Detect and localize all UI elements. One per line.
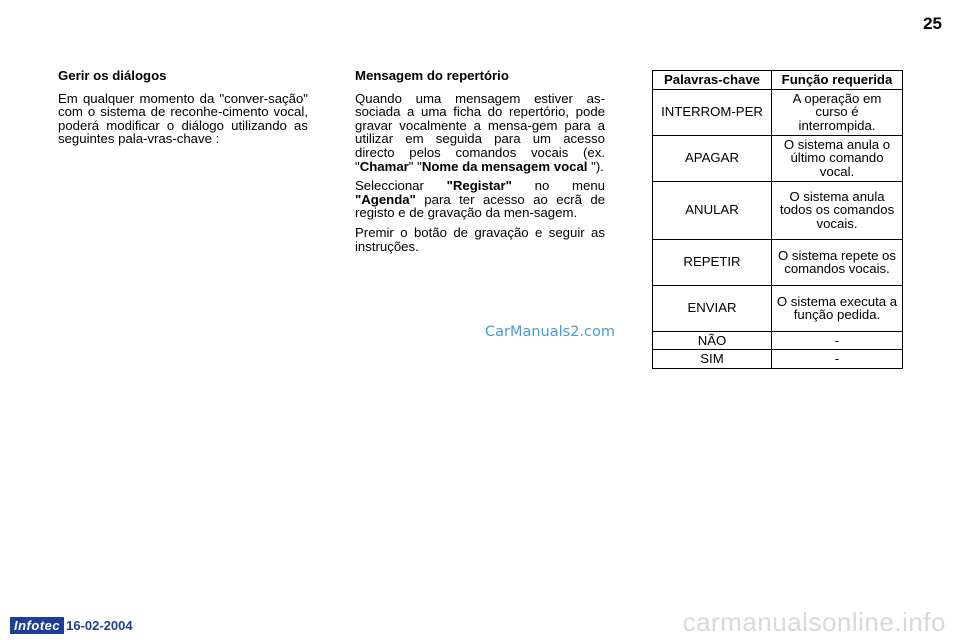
- infotec-logo: Infotec: [10, 617, 64, 634]
- keyword-cell: ANULAR: [653, 181, 772, 239]
- footer: [10, 617, 133, 634]
- text: Seleccionar: [355, 178, 447, 194]
- function-cell: -: [772, 331, 903, 350]
- text: no menu: [511, 178, 605, 194]
- header-keywords: Palavras-chave: [653, 71, 772, 90]
- paragraph-1: [355, 92, 605, 174]
- site-watermark: carmanualsonline.info: [682, 607, 946, 637]
- section-heading: Mensagem do repertório: [355, 68, 509, 83]
- table-row: [653, 285, 903, 331]
- function-cell: -: [772, 350, 903, 369]
- table-row: [653, 239, 903, 285]
- function-cell: O sistema executa a função pedida.: [772, 285, 903, 331]
- section-heading: Gerir os diálogos: [58, 68, 167, 83]
- header-function: Função requerida: [772, 71, 903, 90]
- table-row: [653, 135, 903, 181]
- table-row: [653, 331, 903, 350]
- section-repertoire-message: [355, 69, 605, 259]
- table-row: [653, 350, 903, 369]
- function-cell: O sistema repete os comandos vocais.: [772, 239, 903, 285]
- text: " ": [408, 158, 422, 174]
- keyword-cell: INTERROM-PER: [653, 89, 772, 135]
- table-header-row: [653, 71, 903, 90]
- bold-text: Chamar: [359, 158, 409, 174]
- keyword-cell: NÃO: [653, 331, 772, 350]
- text: para ter acesso ao ecrã de registo e de gravação da men-sagem.: [355, 191, 605, 221]
- bold-text: "Agenda": [355, 191, 416, 207]
- text: ").: [587, 158, 604, 174]
- function-cell: O sistema anula todos os comandos vocais.: [772, 181, 903, 239]
- table-row: [653, 89, 903, 135]
- carmanuals-watermark: CarManuals2.com: [485, 324, 616, 340]
- text: Quando uma mensagem estiver as-sociada a uma ficha do repertório, pode gravar vocalmente a mensa-gem para a utilizar em seguida para um acesso directo pelos comandos vocais (ex. ": [355, 90, 605, 174]
- bold-text: Nome da mensagem vocal: [421, 158, 588, 174]
- footer-date: 16-02-2004: [66, 618, 133, 633]
- keyword-cell: ENVIAR: [653, 285, 772, 331]
- section-dialogs: [58, 69, 308, 152]
- keyword-cell: SIM: [653, 350, 772, 369]
- keywords-table: [652, 70, 903, 369]
- function-cell: A operação em curso é interrompida.: [772, 89, 903, 135]
- table-row: [653, 181, 903, 239]
- paragraph-3: Premir o botão de gravação e seguir as instruções.: [355, 224, 605, 254]
- page-number: 25: [923, 14, 942, 33]
- bold-text: "Registar": [446, 178, 512, 194]
- keyword-cell: REPETIR: [653, 239, 772, 285]
- function-cell: O sistema anula o último comando vocal.: [772, 135, 903, 181]
- keyword-cell: APAGAR: [653, 135, 772, 181]
- section-paragraph: Em qualquer momento da "conver-sação" com o sistema de reconhe-cimento vocal, poderá modificar o diálogo utilizando as seguintes pala-vras-chave :: [58, 90, 308, 147]
- paragraph-2: [355, 179, 605, 220]
